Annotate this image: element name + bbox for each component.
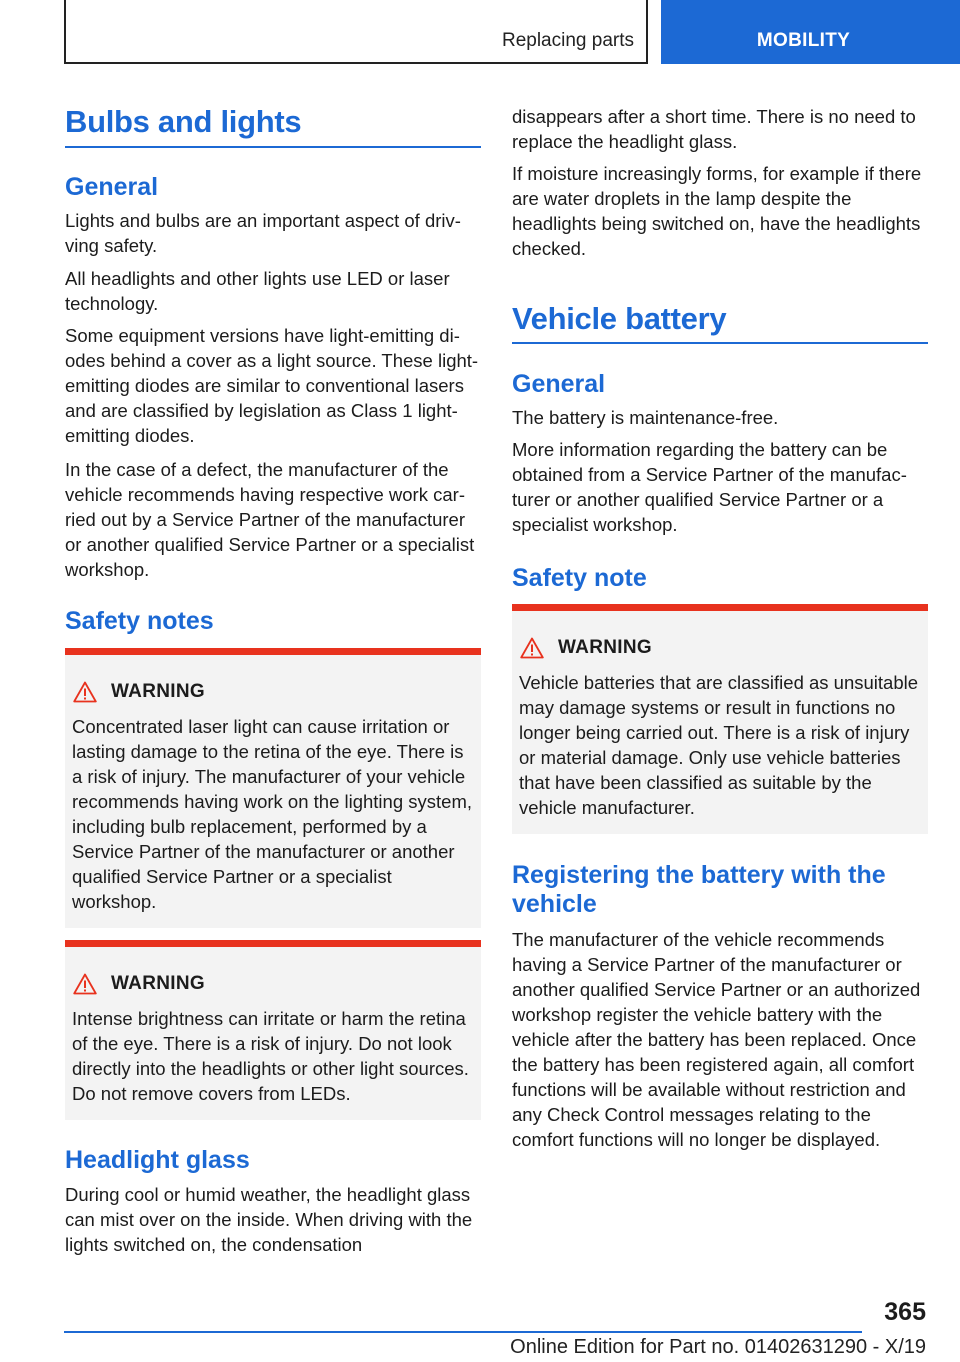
heading-registering-battery: Registering the battery with the vehicle <box>512 861 886 918</box>
warning-box-battery <box>512 604 928 834</box>
warning-text-battery: Vehicle batteries that are classified as unsuitable may damage systems or result in functions no longer being carried out. There is a risk of injury or material damage. Only use vehicle batteries that have been classified as suitable by the vehicle manufacturer. <box>519 672 919 818</box>
header-chapter-label: MOBILITY <box>756 30 851 51</box>
header-chapter-tab <box>661 0 960 64</box>
header-section-title: Replacing parts <box>501 30 634 51</box>
title-rule <box>65 146 481 148</box>
page-title-bulbs-and-lights: Bulbs and lights <box>65 104 302 139</box>
footer-edition: Online Edition for Part no. 01402631290 - X/19 <box>510 1336 926 1358</box>
warning-title: WARNING <box>111 973 205 994</box>
header-section-box <box>64 0 648 64</box>
paragraph-maintenance-free: The battery is maintenance-free. <box>512 407 779 428</box>
paragraph-battery-info: More information regarding the battery can be obtained from a Service Partner of the manufacturer or another qualified Service Partner or a specialist workshop. <box>512 439 907 535</box>
paragraph-lights-safety: Lights and bulbs are an important aspect of drivving safety. <box>65 210 461 256</box>
warning-text-brightness: Intense brightness can irritate or harm the retina of the eye. There is a risk of injury. Do not look directly into the headlights or other light sources. Do not remove covers from LEDs. <box>72 1008 469 1104</box>
warning-triangle-icon <box>73 973 97 995</box>
paragraph-led-laser: All headlights and other lights use LED or laser technology. <box>65 268 450 314</box>
warning-box-laser <box>65 648 481 928</box>
warning-text-laser: Concentrated laser light can cause irritation or lasting damage to the retina of the eye. There is a risk of injury. The manufacturer of your vehicle recommends having work on the lighting system, including bulb replacement, performed by a Service Partner of the manufacturer or another qualified Service Partner or a specialist workshop. <box>72 716 472 912</box>
heading-headlight-glass: Headlight glass <box>65 1146 250 1174</box>
paragraph-light-emitting-diodes: Some equipment versions have light-emitting diodes behind a cover as a light source. These light-emitting diodes are similar to conventional lasers and are classified by legislation as Class 1 light-emitting diodes. <box>65 325 479 446</box>
warning-triangle-icon <box>520 637 544 659</box>
paragraph-defect: In the case of a defect, the manufacturer of the vehicle recommends having respective work carried out by a Service Partner of the manufacturer or another qualified Service Partner or a specialist workshop. <box>65 459 475 580</box>
heading-general-battery: General <box>512 370 606 398</box>
heading-safety-notes: Safety notes <box>65 607 214 635</box>
paragraph-registering-battery: The manufacturer of the vehicle recommends having a Service Partner of the manufacturer or another qualified Service Partner or an authorized workshop register the vehicle battery with the vehicle after the battery has been replaced. Once the battery has been registered again, all comfort functions will be available without restriction and any Check Control messages relating to the comfort functions will no longer be displayed. <box>512 929 921 1150</box>
page-title-vehicle-battery: Vehicle battery <box>512 301 727 336</box>
heading-general-lights: General <box>65 173 159 201</box>
paragraph-moisture: If moisture increasingly forms, for example if there are water droplets in the lamp despite the headlights being switched on, have the headlights checked. <box>512 163 922 259</box>
warning-box-brightness <box>65 940 481 1120</box>
title-rule <box>512 342 928 344</box>
paragraph-condensation-continued: disappears after a short time. There is no need to replace the headlight glass. <box>512 106 916 152</box>
page-number: 365 <box>884 1298 926 1326</box>
warning-title: WARNING <box>111 681 205 702</box>
warning-title: WARNING <box>558 637 652 658</box>
footer-rule <box>64 1331 862 1333</box>
heading-safety-note: Safety note <box>512 564 647 592</box>
paragraph-headlight-glass: During cool or humid weather, the headlight glass can mist over on the inside. When driving with the lights switched on, the condensation <box>65 1184 473 1255</box>
warning-triangle-icon <box>73 681 97 703</box>
